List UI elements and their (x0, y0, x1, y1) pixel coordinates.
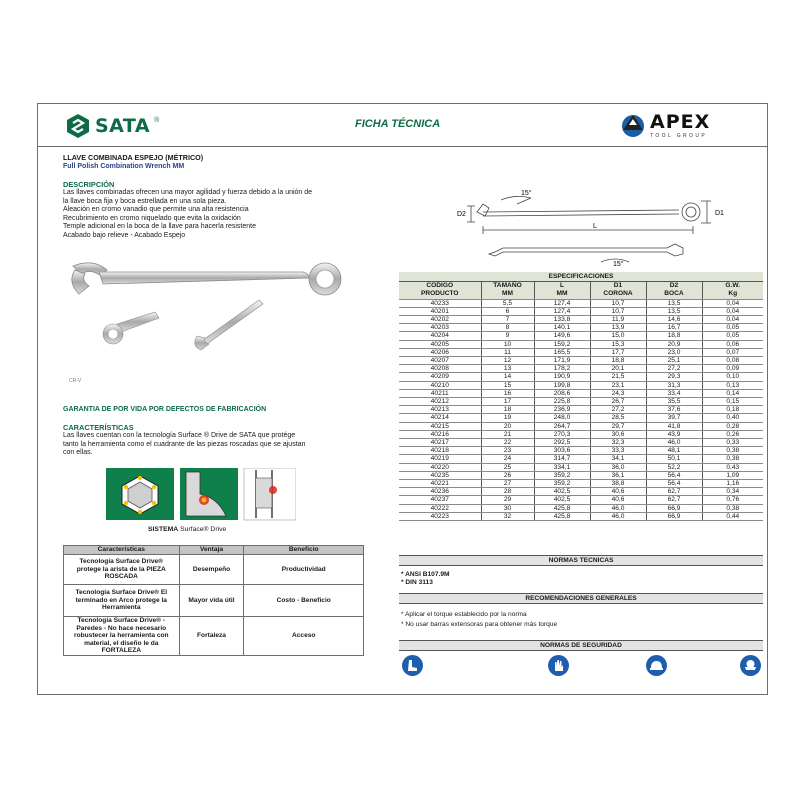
spec-cell-length: 140,1 (534, 324, 590, 332)
spec-header-code: CODIGO PRODUCTO (399, 281, 481, 299)
spec-cell-size: 9 (481, 332, 534, 340)
warranty-text: GARANTIA DE POR VIDA POR DEFECTOS DE FABRICACIÓN (63, 406, 267, 413)
spec-cell-code: 40219 (399, 455, 481, 463)
surface-drive-diagram (106, 468, 296, 524)
spec-cell-size: 30 (481, 504, 534, 512)
spec-cell-weight: 0,04 (702, 307, 763, 315)
spec-cell-code: 40215 (399, 422, 481, 430)
spec-cell-d1: 46,0 (590, 504, 646, 512)
spec-header-d1: D1 CORONA (590, 281, 646, 299)
spec-cell-code: 40207 (399, 356, 481, 364)
normas-item: * ANSI B107.9M (401, 571, 450, 578)
spec-cell-code: 40220 (399, 463, 481, 471)
spec-cell-length: 127,4 (534, 299, 590, 307)
spec-cell-d1: 30,6 (590, 430, 646, 438)
system-label: SISTEMA (148, 526, 179, 533)
spec-cell-d1: 36,1 (590, 471, 646, 479)
spec-cell-weight: 0,13 (702, 381, 763, 389)
spec-cell-length: 264,7 (534, 422, 590, 430)
spec-cell-length: 314,7 (534, 455, 590, 463)
spec-cell-size: 18 (481, 406, 534, 414)
spec-cell-length: 159,2 (534, 340, 590, 348)
spec-cell-size: 15 (481, 381, 534, 389)
spec-cell-d2: 23,0 (646, 348, 702, 356)
spec-cell-d2: 66,9 (646, 512, 702, 520)
spec-cell-d2: 66,9 (646, 504, 702, 512)
advantages-cell: Acceso (244, 617, 364, 656)
spec-cell-weight: 0,43 (702, 463, 763, 471)
spec-cell-weight: 1,16 (702, 479, 763, 487)
spec-cell-size: 16 (481, 389, 534, 397)
spec-cell-size: 12 (481, 356, 534, 364)
spec-cell-weight: 0,09 (702, 365, 763, 373)
spec-cell-weight: 0,38 (702, 504, 763, 512)
spec-cell-d1: 10,7 (590, 299, 646, 307)
spec-cell-code: 40203 (399, 324, 481, 332)
spec-cell-length: 359,2 (534, 479, 590, 487)
seguridad-heading: NORMAS DE SEGURIDAD (399, 640, 763, 651)
spec-cell-code: 40233 (399, 299, 481, 307)
spec-row (399, 381, 763, 389)
spec-cell-d2: 62,7 (646, 496, 702, 504)
spec-cell-d1: 38,8 (590, 479, 646, 487)
spec-cell-length: 208,6 (534, 389, 590, 397)
advantages-cell: Productividad (244, 555, 364, 585)
spec-cell-weight: 1,09 (702, 471, 763, 479)
spec-row (399, 479, 763, 487)
angle-top-label: 15° (521, 190, 532, 197)
d2-label: D2 (457, 211, 466, 218)
apex-wordmark: APEX (650, 110, 711, 133)
spec-cell-size: 19 (481, 414, 534, 422)
spec-cell-length: 270,3 (534, 430, 590, 438)
spec-cell-size: 10 (481, 340, 534, 348)
spec-row (399, 422, 763, 430)
spec-cell-d2: 27,2 (646, 365, 702, 373)
spec-cell-code: 40217 (399, 438, 481, 446)
characteristics-heading: CARACTERÍSTICAS (63, 423, 134, 432)
spec-cell-weight: 0,06 (702, 340, 763, 348)
spec-cell-length: 402,5 (534, 488, 590, 496)
normas-heading: NORMAS TECNICAS (399, 555, 763, 566)
angle-bottom-label: 15° (613, 261, 624, 267)
spec-cell-d2: 13,5 (646, 299, 702, 307)
spec-cell-size: 13 (481, 365, 534, 373)
spec-cell-d2: 46,0 (646, 438, 702, 446)
spec-cell-size: 32 (481, 512, 534, 520)
product-subtitle: Full Polish Combination Wrench MM (63, 163, 185, 170)
advantages-cell: Mayor vida útil (179, 585, 244, 617)
spec-cell-code: 40212 (399, 397, 481, 405)
safety-boots-icon (402, 655, 423, 676)
spec-cell-d2: 41,8 (646, 422, 702, 430)
advantages-cell: Tecnología Surface Drive® El terminado en Arco protege la Herramienta (64, 585, 180, 617)
description-line: Acabado bajo relieve - Acabado Espejo (63, 231, 186, 239)
spec-cell-d1: 20,1 (590, 365, 646, 373)
spec-cell-weight: 0,38 (702, 455, 763, 463)
header (38, 104, 767, 147)
spec-cell-size: 27 (481, 479, 534, 487)
spec-cell-d1: 26,7 (590, 397, 646, 405)
characteristics-text (63, 432, 363, 458)
spec-cell-size: 8 (481, 324, 534, 332)
description-line: Temple adicional en la boca de la llave para hacerla resistente (63, 223, 257, 231)
advantages-header: Beneficio (244, 546, 364, 555)
wrench-photos (63, 254, 353, 389)
spec-row (399, 463, 763, 471)
recomendaciones-item: * Aplicar el torque establecido por la norma (401, 611, 527, 618)
spec-cell-code: 40218 (399, 447, 481, 455)
spec-cell-d1: 24,3 (590, 389, 646, 397)
spec-cell-d2: 50,1 (646, 455, 702, 463)
specifications-table (399, 272, 763, 521)
spec-cell-code: 40214 (399, 414, 481, 422)
spec-row (399, 332, 763, 340)
spec-cell-d2: 35,5 (646, 397, 702, 405)
spec-row (399, 373, 763, 381)
spec-row (399, 397, 763, 405)
spec-cell-code: 40202 (399, 315, 481, 323)
spec-row (399, 356, 763, 364)
spec-row (399, 389, 763, 397)
surface-drive-caption (148, 526, 226, 533)
spec-cell-code: 40216 (399, 430, 481, 438)
specifications-caption: ESPECIFICACIONES (399, 272, 763, 281)
spec-cell-length: 149,6 (534, 332, 590, 340)
spec-cell-size: 29 (481, 496, 534, 504)
spec-cell-length: 127,4 (534, 307, 590, 315)
spec-cell-d2: 62,7 (646, 488, 702, 496)
spec-cell-d2: 18,8 (646, 332, 702, 340)
spec-cell-weight: 0,40 (702, 414, 763, 422)
spec-cell-size: 26 (481, 471, 534, 479)
spec-cell-weight: 0,38 (702, 447, 763, 455)
spec-cell-length: 199,8 (534, 381, 590, 389)
spec-row (399, 340, 763, 348)
spec-cell-d1: 46,0 (590, 512, 646, 520)
spec-header-length: L MM (534, 281, 590, 299)
spec-row (399, 365, 763, 373)
spec-cell-length: 334,1 (534, 463, 590, 471)
spec-cell-weight: 0,10 (702, 373, 763, 381)
spec-cell-length: 178,2 (534, 365, 590, 373)
spec-row (399, 504, 763, 512)
spec-cell-code: 40236 (399, 488, 481, 496)
advantages-cell: Tecnología Surface Drive® - Paredes - No hace necesario robustecer la herramienta con material, el diseño le da FORTALEZA (64, 617, 180, 656)
spec-cell-weight: 0,04 (702, 315, 763, 323)
spec-cell-code: 40221 (399, 479, 481, 487)
spec-cell-d1: 40,6 (590, 496, 646, 504)
spec-cell-weight: 0,14 (702, 389, 763, 397)
sheet-title: FICHA TÉCNICA (355, 118, 441, 130)
spec-cell-code: 40222 (399, 504, 481, 512)
spec-cell-length: 225,8 (534, 397, 590, 405)
apex-globe-icon (620, 111, 646, 139)
spec-cell-size: 21 (481, 430, 534, 438)
wrench-main-photo (72, 263, 341, 295)
product-title: LLAVE COMBINADA ESPEJO (MÉTRICO) (63, 153, 204, 162)
spec-row (399, 512, 763, 520)
spec-cell-size: 23 (481, 447, 534, 455)
registered-mark: ® (154, 117, 160, 124)
sata-logo (65, 113, 159, 139)
spec-cell-d1: 23,1 (590, 381, 646, 389)
spec-cell-d2: 39,7 (646, 414, 702, 422)
spec-cell-d1: 40,6 (590, 488, 646, 496)
spec-cell-length: 359,2 (534, 471, 590, 479)
spec-row (399, 447, 763, 455)
spec-row (399, 488, 763, 496)
d1-label: D1 (715, 210, 724, 217)
spec-cell-d1: 36,0 (590, 463, 646, 471)
spec-cell-d2: 37,6 (646, 406, 702, 414)
spec-cell-d2: 20,9 (646, 340, 702, 348)
spec-cell-weight: 0,08 (702, 356, 763, 364)
spec-cell-d1: 27,2 (590, 406, 646, 414)
advantages-cell: Costo - Beneficio (244, 585, 364, 617)
spec-cell-code: 40213 (399, 406, 481, 414)
spec-cell-d1: 34,1 (590, 455, 646, 463)
description-text (63, 189, 363, 241)
spec-cell-code: 40210 (399, 381, 481, 389)
spec-cell-d1: 15,0 (590, 332, 646, 340)
spec-cell-code: 40209 (399, 373, 481, 381)
normas-item: * DIN 3113 (401, 579, 433, 586)
apex-logo (620, 111, 710, 139)
spec-cell-size: 11 (481, 348, 534, 356)
spec-cell-length: 425,8 (534, 504, 590, 512)
spec-cell-length: 236,9 (534, 406, 590, 414)
spec-cell-d2: 13,5 (646, 307, 702, 315)
spec-header-d2: D2 BOCA (646, 281, 702, 299)
spec-cell-length: 190,9 (534, 373, 590, 381)
technical-sheet (37, 103, 768, 695)
spec-row (399, 406, 763, 414)
spec-cell-code: 40223 (399, 512, 481, 520)
spec-cell-d1: 15,3 (590, 340, 646, 348)
spec-cell-size: 6 (481, 307, 534, 315)
spec-row (399, 414, 763, 422)
spec-cell-weight: 0,33 (702, 438, 763, 446)
spec-cell-d2: 31,3 (646, 381, 702, 389)
description-line: Las llaves combinadas ofrecen una mayor agilidad y fuerza debido a la unión de (63, 189, 313, 196)
spec-cell-d2: 29,3 (646, 373, 702, 381)
spec-cell-size: 7 (481, 315, 534, 323)
spec-cell-d1: 18,8 (590, 356, 646, 364)
svg-text:CR-V: CR-V (69, 378, 82, 384)
spec-cell-code: 40208 (399, 365, 481, 373)
description-line: la llave boca fija y boca estrellada en una sola pieza. (63, 197, 227, 205)
spec-cell-length: 292,5 (534, 438, 590, 446)
spec-cell-length: 165,5 (534, 348, 590, 356)
spec-cell-size: 24 (481, 455, 534, 463)
spec-cell-size: 5,5 (481, 299, 534, 307)
spec-cell-code: 40211 (399, 389, 481, 397)
spec-row (399, 307, 763, 315)
characteristics-line: Las llaves cuentan con la tecnología Surface ® Drive de SATA que protége (63, 432, 296, 439)
characteristics-line: con ellas. (63, 449, 93, 457)
spec-row (399, 348, 763, 356)
sata-hexagon-icon (65, 113, 91, 139)
spec-header-size: TAMAÑO MM (481, 281, 534, 299)
spec-row (399, 471, 763, 479)
spec-cell-weight: 0,28 (702, 422, 763, 430)
spec-cell-d1: 32,3 (590, 438, 646, 446)
spec-cell-weight: 0,04 (702, 299, 763, 307)
spec-cell-d1: 13,9 (590, 324, 646, 332)
spec-cell-size: 28 (481, 488, 534, 496)
wrench-ring-closeup (103, 312, 159, 344)
spec-cell-size: 14 (481, 373, 534, 381)
spec-cell-d2: 52,2 (646, 463, 702, 471)
spec-row (399, 315, 763, 323)
spec-cell-weight: 0,07 (702, 348, 763, 356)
description-line: Recubrimiento en cromo niquelado que evita la oxidación (63, 214, 241, 222)
spec-cell-d2: 56,4 (646, 471, 702, 479)
spec-cell-d1: 11,9 (590, 315, 646, 323)
spec-cell-d2: 33,4 (646, 389, 702, 397)
spec-cell-d1: 21,5 (590, 373, 646, 381)
spec-cell-length: 248,0 (534, 414, 590, 422)
spec-cell-d2: 14,6 (646, 315, 702, 323)
dimension-diagram (443, 182, 743, 267)
spec-row (399, 455, 763, 463)
spec-cell-weight: 0,18 (702, 406, 763, 414)
spec-cell-weight: 0,44 (702, 512, 763, 520)
spec-cell-d1: 28,5 (590, 414, 646, 422)
advantages-table (63, 545, 364, 656)
spec-row (399, 438, 763, 446)
spec-cell-code: 40201 (399, 307, 481, 315)
spec-cell-code: 40204 (399, 332, 481, 340)
spec-cell-d1: 10,7 (590, 307, 646, 315)
spec-cell-weight: 0,76 (702, 496, 763, 504)
recomendaciones-heading: RECOMENDACIONES GENERALES (399, 593, 763, 604)
spec-cell-code: 40237 (399, 496, 481, 504)
advantages-cell: Desempeño (179, 555, 244, 585)
spec-cell-weight: 0,15 (702, 397, 763, 405)
spec-cell-d1: 29,7 (590, 422, 646, 430)
spec-cell-size: 22 (481, 438, 534, 446)
spec-cell-size: 25 (481, 463, 534, 471)
spec-cell-length: 133,8 (534, 315, 590, 323)
gloves-icon (548, 655, 569, 676)
spec-cell-d1: 33,3 (590, 447, 646, 455)
spec-cell-length: 425,8 (534, 512, 590, 520)
recomendaciones-item: * No usar barras extensoras para obtener más torque (401, 621, 558, 628)
spec-cell-d2: 56,4 (646, 479, 702, 487)
spec-cell-weight: 0,34 (702, 488, 763, 496)
spec-cell-weight: 0,05 (702, 324, 763, 332)
spec-cell-length: 171,9 (534, 356, 590, 364)
description-line: Aleación en cromo vanadio que permite una alta resistencia (63, 206, 249, 214)
spec-cell-d2: 16,7 (646, 324, 702, 332)
spec-cell-d2: 25,1 (646, 356, 702, 364)
spec-row (399, 324, 763, 332)
spec-header-weight: G.W. Kg (702, 281, 763, 299)
spec-row (399, 496, 763, 504)
advantages-cell: Fortaleza (179, 617, 244, 656)
characteristics-line: tanto la herramienta como el cuadrante de las piezas roscadas que se ajustan (63, 440, 306, 448)
spec-cell-d1: 17,7 (590, 348, 646, 356)
spec-cell-code: 40205 (399, 340, 481, 348)
l-label: L (593, 223, 597, 230)
system-name: Surface® Drive (180, 526, 227, 533)
spec-cell-size: 20 (481, 422, 534, 430)
spec-cell-weight: 0,05 (702, 332, 763, 340)
spec-cell-d2: 43,9 (646, 430, 702, 438)
sata-wordmark: SATA (95, 115, 151, 137)
advantages-cell: Tecnología Surface Drive® protege la arista de la PIEZA ROSCADA (64, 555, 180, 585)
spec-cell-d2: 48,1 (646, 447, 702, 455)
spec-cell-weight: 0,26 (702, 430, 763, 438)
advantages-header: Características (64, 546, 180, 555)
spec-cell-code: 40235 (399, 471, 481, 479)
safety-glasses-icon (740, 655, 761, 676)
hard-hat-icon (646, 655, 667, 676)
spec-row (399, 299, 763, 307)
spec-cell-length: 402,5 (534, 496, 590, 504)
advantages-header: Ventaja (179, 546, 244, 555)
description-heading: DESCRIPCIÓN (63, 180, 115, 189)
spec-cell-code: 40206 (399, 348, 481, 356)
spec-cell-length: 303,6 (534, 447, 590, 455)
wrench-open-end-closeup (195, 300, 263, 350)
spec-row (399, 430, 763, 438)
apex-tagline: TOOL GROUP (650, 132, 708, 139)
spec-cell-size: 17 (481, 397, 534, 405)
